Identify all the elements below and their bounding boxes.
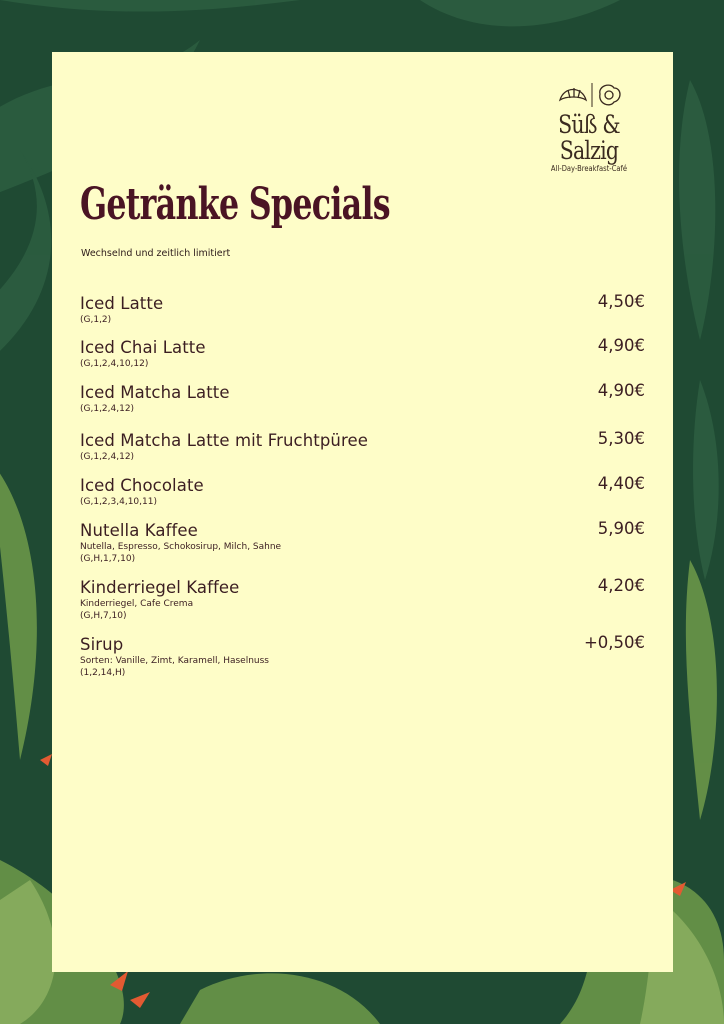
item-price: +0,50€ xyxy=(583,633,645,652)
item-description: Sorten: Vanille, Zimt, Karamell, Haselnuss xyxy=(80,656,269,666)
item-name: Kinderriegel Kaffee xyxy=(80,578,240,597)
item-price: 4,20€ xyxy=(597,576,645,595)
menu-item xyxy=(80,383,645,415)
page-subtitle: Wechselnd und zeitlich limitiert xyxy=(81,248,231,259)
item-name: Iced Chocolate xyxy=(80,476,204,495)
cafe-logo xyxy=(533,80,645,173)
item-price: 4,90€ xyxy=(597,336,645,355)
item-price: 4,40€ xyxy=(597,474,645,493)
item-name: Iced Latte xyxy=(80,294,164,313)
item-description: Nutella, Espresso, Schokosirup, Milch, Sahne xyxy=(80,542,282,552)
item-name: Sirup xyxy=(80,635,124,654)
menu-card xyxy=(52,52,673,972)
item-price: 4,50€ xyxy=(597,292,645,311)
menu-item xyxy=(80,635,645,679)
croissant-icon xyxy=(560,88,586,100)
item-price: 5,90€ xyxy=(597,519,645,538)
item-allergens: (G,1,2,4,12) xyxy=(80,452,135,462)
menu-item xyxy=(80,431,645,463)
menu-item xyxy=(80,294,645,326)
item-name: Iced Matcha Latte xyxy=(80,383,230,402)
item-allergens: (G,H,1,7,10) xyxy=(80,554,136,564)
logo-icons xyxy=(554,80,624,110)
logo-tagline: All-Day-Breakfast-Café xyxy=(550,164,628,173)
item-allergens: (G,1,2,3,4,10,11) xyxy=(80,497,157,507)
page-title: Getränke Specials xyxy=(80,179,390,230)
menu-item xyxy=(80,521,645,565)
item-allergens: (1,2,14,H) xyxy=(80,668,126,678)
item-name: Iced Matcha Latte mit Fruchtpüree xyxy=(80,431,369,450)
item-allergens: (G,1,2,4,10,12) xyxy=(80,359,149,369)
item-name: Nutella Kaffee xyxy=(80,521,198,540)
item-price: 5,30€ xyxy=(597,429,645,448)
menu-item xyxy=(80,578,645,622)
item-allergens: (G,H,7,10) xyxy=(80,611,127,621)
item-name: Iced Chai Latte xyxy=(80,338,206,357)
menu-item xyxy=(80,476,645,508)
item-description: Kinderriegel, Cafe Crema xyxy=(80,599,194,609)
menu-item xyxy=(80,338,645,370)
logo-name: Süß & Salzig xyxy=(558,110,620,165)
item-allergens: (G,1,2) xyxy=(80,315,112,325)
fried-egg-icon xyxy=(600,85,620,105)
item-allergens: (G,1,2,4,12) xyxy=(80,404,135,414)
item-price: 4,90€ xyxy=(597,381,645,400)
